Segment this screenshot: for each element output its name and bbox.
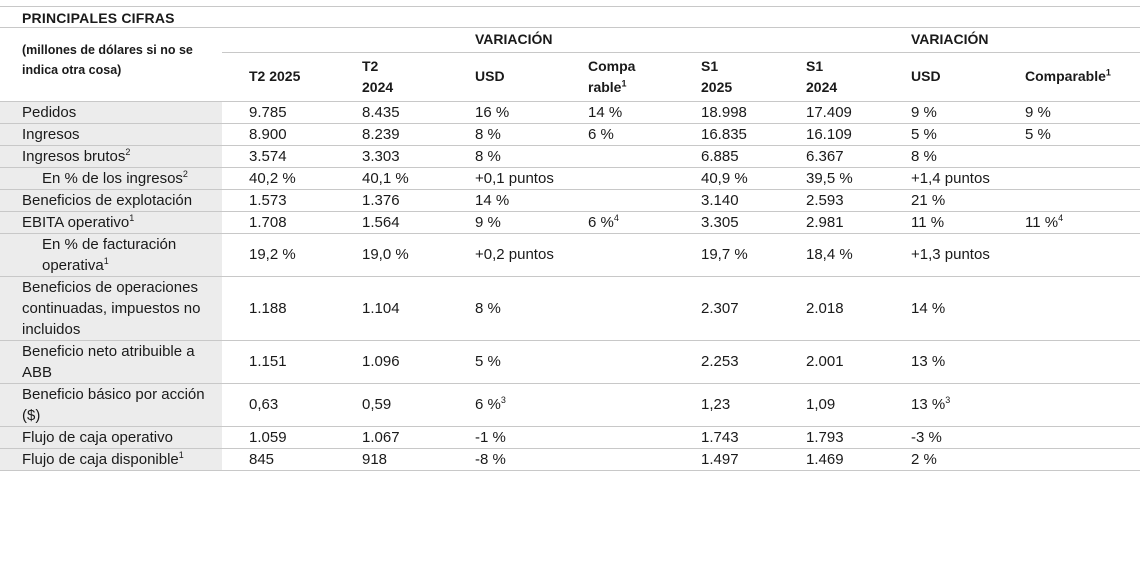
row-label-text: EBITA operativo [22, 213, 130, 231]
cell-value: 1.497 [701, 450, 739, 468]
col-usd-q-cell [448, 383, 561, 426]
footnote-ref: 2 [125, 146, 131, 157]
cell-value: 2.981 [806, 213, 844, 231]
col-comparable-q-cell [561, 167, 674, 189]
col-comparable-h-cell [998, 101, 1140, 123]
table-row [0, 276, 1140, 340]
col-s1-2024-cell [779, 233, 884, 276]
col-s1-2025-header-text: S1 [701, 57, 719, 74]
row-label [0, 448, 222, 470]
col-t2-2024-cell [335, 448, 448, 470]
cell-value: 845 [249, 450, 275, 468]
col-comparable-h-cell [998, 340, 1140, 383]
cell-value: 8.900 [249, 125, 287, 143]
cell-value: 1.059 [249, 428, 287, 446]
cell-value: 8 % [475, 125, 501, 143]
row-label [0, 426, 222, 448]
col-comparable-h-cell [998, 145, 1140, 167]
cell-value: +0,1 puntos [475, 169, 554, 187]
col-s1-2024-cell [779, 340, 884, 383]
col-comparable-h-header [998, 52, 1140, 101]
row-label-text: Ingresos [22, 125, 80, 143]
col-usd-h-header-text: USD [911, 68, 941, 84]
cell-value: 3.140 [701, 191, 739, 209]
cell-value: -8 % [475, 450, 506, 468]
cell-value: 39,5 % [806, 169, 853, 187]
cell-value: 1,23 [701, 396, 731, 413]
cell-value: 16.835 [701, 125, 747, 143]
cell-value: 3.574 [249, 147, 287, 165]
col-t2-2024-header-text: T2 [362, 57, 379, 74]
row-label-text: Flujo de caja operativo [22, 428, 173, 446]
cell-value: 2.307 [701, 299, 739, 317]
cell-value: 11 % [911, 213, 945, 231]
col-usd-q-cell [448, 123, 561, 145]
col-comparable-h-cell [998, 383, 1140, 426]
cell-value: 19,0 % [362, 246, 409, 263]
row-label-text: Ingresos brutos [22, 147, 126, 165]
cell-value: 16.109 [806, 125, 852, 143]
col-s1-2025-cell [674, 211, 779, 233]
col-t2-2024-cell [335, 101, 448, 123]
col-s1-2024-cell [779, 211, 884, 233]
col-t2-2024-cell [335, 167, 448, 189]
cell-value: 918 [362, 450, 388, 468]
units-note [0, 28, 222, 101]
col-usd-q-cell [448, 211, 561, 233]
cell-value: 6 % [475, 396, 501, 413]
header-row-variation [0, 28, 1140, 52]
col-comparable-q-cell [561, 276, 674, 340]
cell-value: 9 % [911, 103, 937, 121]
footnote-ref: 1 [178, 449, 184, 460]
col-t2-2024-header [335, 52, 448, 101]
table-row [0, 167, 1140, 189]
col-t2-2025-cell [222, 233, 335, 276]
header-spacer-right [674, 28, 884, 52]
row-label-text: Flujo de caja disponible [22, 450, 179, 468]
col-t2-2025-cell [222, 448, 335, 470]
row-label-text: En % de facturación operativa [42, 235, 177, 274]
col-s1-2025-cell [674, 101, 779, 123]
footnote-ref: 3 [500, 395, 506, 405]
variation-header-right: VARIACIÓN [884, 28, 1140, 52]
col-t2-2024-cell [335, 211, 448, 233]
col-s1-2024-cell [779, 276, 884, 340]
cell-value: 16 % [475, 103, 510, 121]
col-s1-2024-cell [779, 145, 884, 167]
units-note-text: (millones de dólares si no se indica otra cosa) [22, 43, 193, 77]
cell-value: +1,3 puntos [911, 246, 990, 263]
col-usd-h-header [884, 52, 998, 101]
cell-value: 19,2 % [249, 246, 296, 263]
col-s1-2025-cell [674, 145, 779, 167]
col-usd-q-cell [448, 426, 561, 448]
col-usd-h-cell [884, 276, 998, 340]
cell-value: 8 % [911, 147, 937, 165]
col-comparable-q-cell [561, 448, 674, 470]
col-usd-q-cell [448, 233, 561, 276]
cell-value: +1,4 puntos [911, 169, 990, 187]
col-t2-2025-cell [222, 426, 335, 448]
col-usd-h-cell [884, 123, 998, 145]
col-t2-2025-cell [222, 340, 335, 383]
cell-value: 1.708 [249, 213, 287, 231]
col-s1-2025-header [674, 52, 779, 101]
header-spacer-left [222, 28, 448, 52]
footnote-ref: 1 [129, 212, 135, 223]
col-s1-2025-cell [674, 233, 779, 276]
cell-value: 9.785 [249, 103, 287, 121]
col-comparable-q-cell [561, 383, 674, 426]
col-usd-h-cell [884, 426, 998, 448]
cell-value: 8 % [475, 147, 501, 165]
cell-value: 40,2 % [249, 169, 296, 187]
col-usd-h-cell [884, 448, 998, 470]
cell-value: 1.793 [806, 428, 844, 446]
footnote-ref: 1 [103, 255, 109, 266]
col-comparable-q-cell [561, 233, 674, 276]
col-t2-2024-cell [335, 145, 448, 167]
col-comparable-q-cell [561, 426, 674, 448]
col-t2-2024-cell [335, 276, 448, 340]
row-label [0, 167, 222, 189]
col-comparable-q-cell [561, 123, 674, 145]
col-t2-2024-cell [335, 233, 448, 276]
cell-value: 1.151 [249, 353, 287, 370]
cell-value: 2.593 [806, 191, 844, 209]
cell-value: 1.188 [249, 299, 287, 317]
cell-value: 18,4 % [806, 246, 853, 263]
cell-value: 1.096 [362, 353, 400, 370]
col-t2-2024-cell [335, 189, 448, 211]
cell-value: 18.998 [701, 103, 747, 121]
col-comparable-q-header-text: Compa [588, 57, 636, 74]
cell-value: 1.376 [362, 191, 400, 209]
col-s1-2024-header-text: S1 [806, 57, 824, 74]
row-label [0, 123, 222, 145]
cell-value: 1.743 [701, 428, 739, 446]
col-comparable-q-cell [561, 211, 674, 233]
col-s1-2024-header [779, 52, 884, 101]
col-usd-h-cell [884, 233, 998, 276]
footnote-ref: 3 [945, 395, 951, 405]
cell-value: 19,7 % [701, 246, 748, 263]
col-t2-2025-cell [222, 123, 335, 145]
col-s1-2025-cell [674, 167, 779, 189]
col-t2-2024-cell [335, 383, 448, 426]
col-s1-2025-cell [674, 383, 779, 426]
row-label [0, 276, 222, 340]
cell-value: 14 % [911, 299, 946, 317]
col-usd-h-cell [884, 101, 998, 123]
col-t2-2025-header [222, 52, 335, 101]
row-label [0, 383, 222, 426]
cell-value: 40,9 % [701, 169, 748, 187]
col-t2-2024-cell [335, 340, 448, 383]
col-comparable-h-cell [998, 233, 1140, 276]
col-comparable-q-header-text-2: rable [588, 78, 622, 95]
col-usd-q-header [448, 52, 561, 101]
cell-value: 3.303 [362, 147, 400, 165]
cell-value: 0,63 [249, 396, 279, 413]
col-usd-q-cell [448, 145, 561, 167]
footnote-ref: 2 [182, 168, 188, 179]
col-comparable-q-cell [561, 101, 674, 123]
cell-value: 14 % [588, 103, 623, 121]
table-row [0, 123, 1140, 145]
col-s1-2024-cell [779, 448, 884, 470]
footnote-ref: 1 [1105, 67, 1111, 78]
table-row [0, 145, 1140, 167]
col-t2-2025-cell [222, 383, 335, 426]
row-label-text: Beneficio básico por acción ($) [22, 385, 205, 424]
cell-value: 13 % [911, 353, 946, 370]
col-s1-2025-cell [674, 340, 779, 383]
col-t2-2024-header-text-2: 2024 [362, 78, 394, 95]
col-s1-2024-cell [779, 189, 884, 211]
cell-value: 6 % [588, 213, 614, 231]
col-s1-2024-header-text-2: 2024 [806, 78, 838, 95]
col-usd-q-cell [448, 276, 561, 340]
row-label-text: Beneficios de operaciones continuadas, impuestos no incluidos [22, 278, 201, 338]
col-s1-2025-header-text-2: 2025 [701, 78, 733, 95]
table-row [0, 233, 1140, 276]
footnote-ref: 4 [1058, 212, 1064, 223]
row-label [0, 189, 222, 211]
col-comparable-q-cell [561, 145, 674, 167]
row-label [0, 145, 222, 167]
page-title: PRINCIPALES CIFRAS [22, 10, 175, 26]
cell-value: 2.001 [806, 353, 844, 370]
col-comparable-h-cell [998, 123, 1140, 145]
cell-value: 40,1 % [362, 169, 409, 187]
cell-value: 14 % [475, 191, 510, 209]
col-usd-q-cell [448, 448, 561, 470]
col-s1-2025-cell [674, 276, 779, 340]
cell-value: -3 % [911, 428, 942, 446]
col-comparable-h-cell [998, 189, 1140, 211]
cell-value: 5 % [475, 353, 501, 370]
table-row [0, 189, 1140, 211]
cell-value: 17.409 [806, 103, 852, 121]
col-usd-h-cell [884, 145, 998, 167]
cell-value: 2.253 [701, 353, 739, 370]
col-t2-2024-cell [335, 426, 448, 448]
title-bar [0, 6, 1140, 28]
cell-value: 1.564 [362, 213, 400, 231]
table-row [0, 383, 1140, 426]
cell-value: 9 % [475, 213, 501, 231]
cell-value: 5 % [911, 125, 937, 143]
cell-value: -1 % [475, 428, 506, 446]
col-t2-2025-cell [222, 189, 335, 211]
col-comparable-h-cell [998, 167, 1140, 189]
row-label [0, 101, 222, 123]
col-t2-2025-cell [222, 167, 335, 189]
cell-value: 1.104 [362, 299, 400, 317]
cell-value: 2.018 [806, 299, 844, 317]
key-figures-table [0, 28, 1140, 471]
cell-value: 8.435 [362, 103, 400, 121]
col-t2-2025-cell [222, 276, 335, 340]
col-t2-2025-header-text: T2 2025 [249, 68, 301, 84]
cell-value: 1.469 [806, 450, 844, 468]
row-label [0, 233, 222, 276]
cell-value: 9 % [1025, 103, 1051, 121]
col-comparable-h-cell [998, 276, 1140, 340]
col-t2-2025-cell [222, 211, 335, 233]
row-label-text: En % de los ingresos [42, 169, 183, 187]
cell-value: 8.239 [362, 125, 400, 143]
cell-value: 1.573 [249, 191, 287, 209]
row-label-text: Beneficio neto atribuible a ABB [22, 342, 195, 381]
table-row [0, 426, 1140, 448]
variation-header-left: VARIACIÓN [448, 28, 674, 52]
cell-value: 0,59 [362, 396, 392, 413]
footnote-ref: 4 [613, 212, 619, 223]
cell-value: 6.367 [806, 147, 844, 165]
col-usd-q-cell [448, 101, 561, 123]
cell-value: 21 % [911, 191, 946, 209]
col-usd-q-cell [448, 340, 561, 383]
col-comparable-h-cell [998, 426, 1140, 448]
col-s1-2024-cell [779, 123, 884, 145]
col-usd-q-cell [448, 189, 561, 211]
col-usd-h-cell [884, 383, 998, 426]
col-t2-2024-cell [335, 123, 448, 145]
col-comparable-q-cell [561, 340, 674, 383]
row-label-text: Pedidos [22, 103, 77, 121]
cell-value: 6 % [588, 125, 614, 143]
col-comparable-q-header [561, 52, 674, 101]
cell-value: 11 % [1025, 213, 1059, 231]
row-label-text: Beneficios de explotación [22, 191, 193, 209]
col-s1-2025-cell [674, 189, 779, 211]
col-s1-2025-cell [674, 448, 779, 470]
table-row [0, 448, 1140, 470]
table-row [0, 101, 1140, 123]
col-comparable-h-header-text: Comparable [1025, 68, 1106, 84]
col-usd-q-header-text: USD [475, 68, 505, 84]
col-comparable-q-cell [561, 189, 674, 211]
cell-value: 2 % [911, 450, 937, 468]
cell-value: 8 % [475, 299, 501, 317]
row-label [0, 211, 222, 233]
cell-value: 6.885 [701, 147, 739, 165]
col-s1-2025-cell [674, 426, 779, 448]
footnote-ref: 1 [621, 77, 627, 88]
col-s1-2024-cell [779, 101, 884, 123]
cell-value: 13 % [911, 396, 946, 413]
cell-value: 1,09 [806, 396, 836, 413]
col-t2-2025-cell [222, 145, 335, 167]
cell-value: 1.067 [362, 428, 400, 446]
col-comparable-h-cell [998, 448, 1140, 470]
col-s1-2024-cell [779, 426, 884, 448]
table-row [0, 340, 1140, 383]
cell-value: +0,2 puntos [475, 246, 554, 263]
table-row [0, 211, 1140, 233]
col-t2-2025-cell [222, 101, 335, 123]
col-s1-2025-cell [674, 123, 779, 145]
row-label [0, 340, 222, 383]
col-comparable-h-cell [998, 211, 1140, 233]
col-s1-2024-cell [779, 167, 884, 189]
cell-value: 5 % [1025, 125, 1051, 143]
col-usd-h-cell [884, 167, 998, 189]
cell-value: 3.305 [701, 213, 739, 231]
col-usd-h-cell [884, 340, 998, 383]
col-s1-2024-cell [779, 383, 884, 426]
col-usd-h-cell [884, 189, 998, 211]
col-usd-h-cell [884, 211, 998, 233]
col-usd-q-cell [448, 167, 561, 189]
